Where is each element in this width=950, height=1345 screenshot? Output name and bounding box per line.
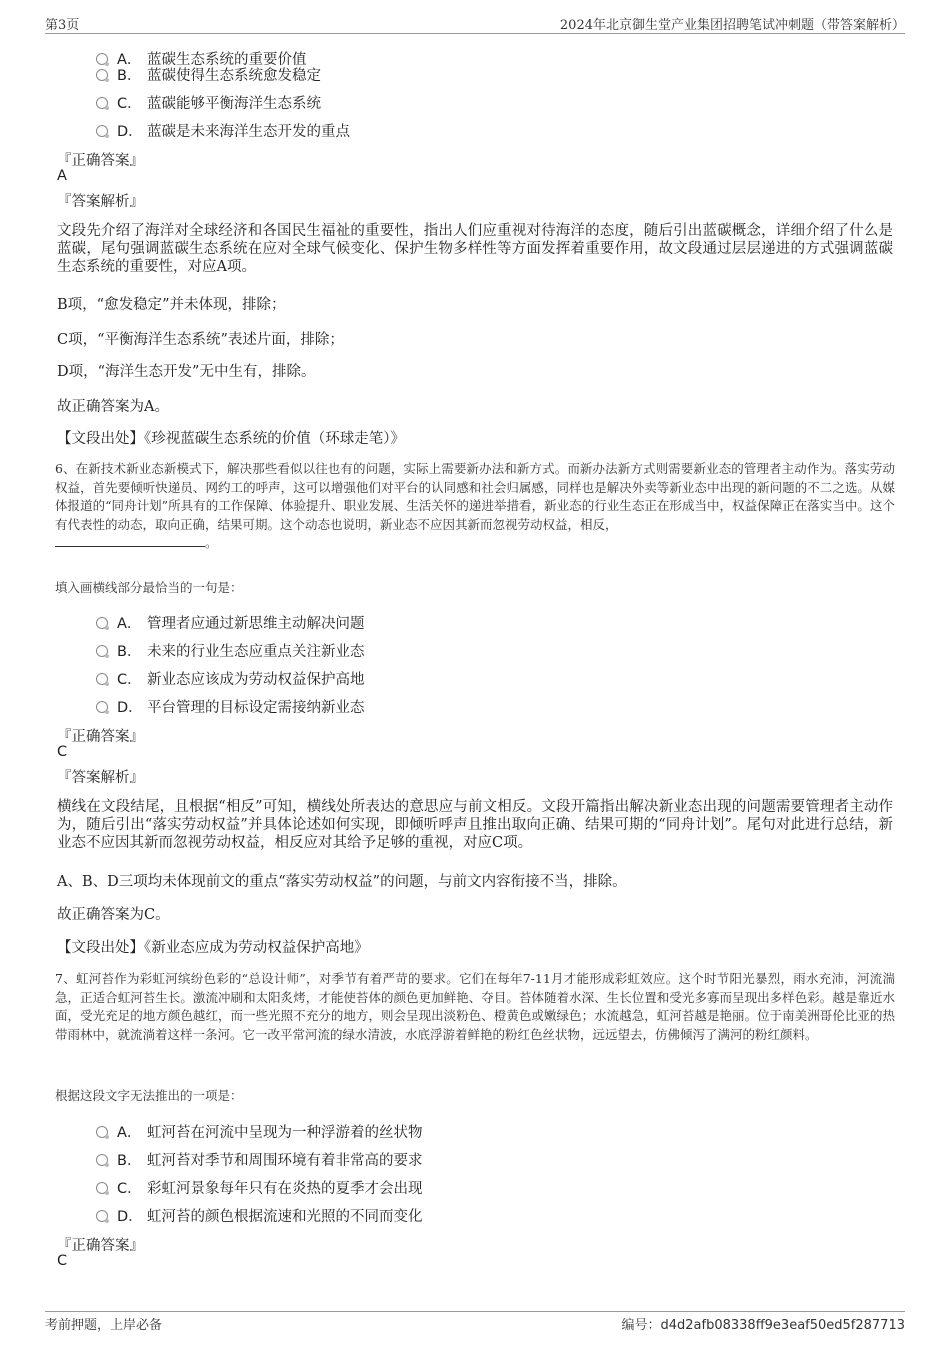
- radio-icon[interactable]: [96, 701, 108, 713]
- q5-option-b[interactable]: B． 蓝碳使得生态系统愈发稳定: [96, 64, 496, 86]
- footer-divider: [45, 1311, 905, 1312]
- footer-slogan: 考前押题，上岸必备: [45, 1318, 163, 1333]
- header-divider: [45, 33, 905, 34]
- q6-stem: 6、在新技术新业态新模式下，解决那些看似以往也有的问题，实际上需要新办法和新方式。而新办法新方式则需要新业态的管理者主动作为。落实劳动权益，首先要倾听快递员、网约工的呼声，这可以增强他们对平台的认同感和社会归属感，同样也是解决外卖等新业态中出现的新问题的不二之选。从媒体报道的“同舟计划”所具有的工作保障、体验提升、职业发展、生活关怀的递进举措看，新业态的行业生态正在形成当中，权益保障正在落实当中。这个有代表性的动态，取向正确，结果可期。这个动态也说明，新业态不应因其新而忽视劳动权益，相反， 。: [55, 461, 895, 550]
- q6-source: 【文段出处】《新业态应成为劳动权益保护高地》: [57, 940, 369, 956]
- q7-option-c[interactable]: C． 彩虹河景象每年只有在炎热的夏季才会出现: [96, 1177, 516, 1199]
- radio-icon[interactable]: [96, 1154, 108, 1166]
- q6-answer: C: [57, 744, 68, 760]
- q7-option-a[interactable]: A． 虹河苔在河流中呈现为一种浮游着的丝状物: [96, 1121, 516, 1143]
- q5-analysis-label: 『答案解析』: [57, 194, 144, 210]
- q7-option-d[interactable]: D． 虹河苔的颜色根据流速和光照的不同而变化: [96, 1205, 516, 1227]
- q6-analysis-label: 『答案解析』: [57, 770, 144, 786]
- q5-conclusion: 故正确答案为A。: [57, 399, 169, 415]
- answer-blank: [55, 534, 205, 547]
- q6-conclusion: 故正确答案为C。: [57, 907, 170, 923]
- q5-answer-label: 『正确答案』: [57, 153, 144, 169]
- q5-note-d: D项，“海洋生态开发”无中生有，排除。: [57, 364, 316, 380]
- radio-icon[interactable]: [96, 1210, 108, 1222]
- document-title: 2024年北京御生堂产业集团招聘笔试冲刺题（带答案解析）: [559, 18, 905, 33]
- footer-code: 编号：d4d2afb08338ff9e3eaf50ed5f287713: [621, 1318, 905, 1333]
- radio-icon[interactable]: [96, 1182, 108, 1194]
- q7-answer-label: 『正确答案』: [57, 1238, 144, 1254]
- radio-icon[interactable]: [96, 1126, 108, 1138]
- q7-answer: C: [57, 1253, 68, 1269]
- q5-source: 【文段出处】《珍视蓝碳生态系统的价值（环球走笔）》: [57, 431, 405, 447]
- q5-note-c: C项，“平衡海洋生态系统”表述片面，排除；: [57, 332, 344, 348]
- q6-analysis: 横线在文段结尾，且根据“相反”可知，横线处所表达的意思应与前文相反。文段开篇指出解决新业态出现的问题需要管理者主动作为，随后引出“落实劳动权益”并具体论述如何实现，即倾听呼声且推出取向正确、结果可期的“同舟计划”。尾句对此进行总结，新业态不应因其新而忽视劳动权益，相反应对其给予足够的重视，对应C项。: [57, 799, 893, 851]
- q7-option-b[interactable]: B． 虹河苔对季节和周围环境有着非常高的要求: [96, 1149, 516, 1171]
- q6-option-b[interactable]: B． 未来的行业生态应重点关注新业态: [96, 640, 496, 662]
- radio-icon[interactable]: [96, 97, 108, 109]
- q6-option-d[interactable]: D． 平台管理的目标设定需接纳新业态: [96, 696, 496, 718]
- q5-analysis: 文段先介绍了海洋对全球经济和各国民生福祉的重要性，指出人们应重视对待海洋的态度，随后引出蓝碳概念，详细介绍了什么是蓝碳，尾句强调蓝碳生态系统在应对全球气候变化、保护生物多样性等方面发挥着重要作用，故文段通过层层递进的方式强调蓝碳生态系统的重要性，对应A项。: [57, 223, 893, 275]
- q6-answer-label: 『正确答案』: [57, 729, 144, 745]
- radio-icon[interactable]: [96, 673, 108, 685]
- page-number: 第3页: [45, 18, 80, 33]
- q6-option-a[interactable]: A． 管理者应通过新思维主动解决问题: [96, 612, 496, 634]
- q5-option-c[interactable]: C． 蓝碳能够平衡海洋生态系统: [96, 92, 496, 114]
- q5-option-a[interactable]: A． 蓝碳生态系统的重要价值: [96, 48, 496, 70]
- q7-stem: 7、虹河苔作为彩虹河缤纷色彩的“总设计师”，对季节有着严苛的要求。它们在每年7-11月才能形成彩虹效应。这个时节阳光暴烈，雨水充沛，河流湍急，正适合虹河苔生长。激流冲刷和太阳炙烤，才能使苔体的颜色更加鲜艳、夺目。苔体随着水深、生长位置和受光多寡而呈现出多样色彩。越是靠近水面，受光充足的地方颜色越红，而一些光照不充分的地方，则会呈现出淡粉色、橙黄色或嫩绿色；水流越急，虹河苔越是艳丽。位于南美洲哥伦比亚的热带雨林中，就流淌着这样一条河。它一改平常河流的绿水清波，水底浮游着鲜艳的粉红色丝状物，远远望去，仿佛倾泻了满河的粉红颜料。: [55, 971, 895, 1042]
- q6-note: A、B、D三项均未体现前文的重点“落实劳动权益”的问题，与前文内容衔接不当，排除。: [57, 874, 627, 890]
- q5-option-d[interactable]: D． 蓝碳是未来海洋生态开发的重点: [96, 120, 496, 142]
- radio-icon[interactable]: [96, 617, 108, 629]
- radio-icon[interactable]: [96, 125, 108, 137]
- radio-icon[interactable]: [96, 645, 108, 657]
- radio-icon[interactable]: [96, 69, 108, 81]
- q6-prompt: 填入画横线部分最恰当的一句是：: [55, 580, 243, 595]
- q6-option-c[interactable]: C． 新业态应该成为劳动权益保护高地: [96, 668, 496, 690]
- q5-note-b: B项，“愈发稳定”并未体现，排除；: [57, 297, 286, 313]
- q5-answer: A: [57, 168, 67, 184]
- q7-prompt: 根据这段文字无法推出的一项是：: [55, 1088, 243, 1103]
